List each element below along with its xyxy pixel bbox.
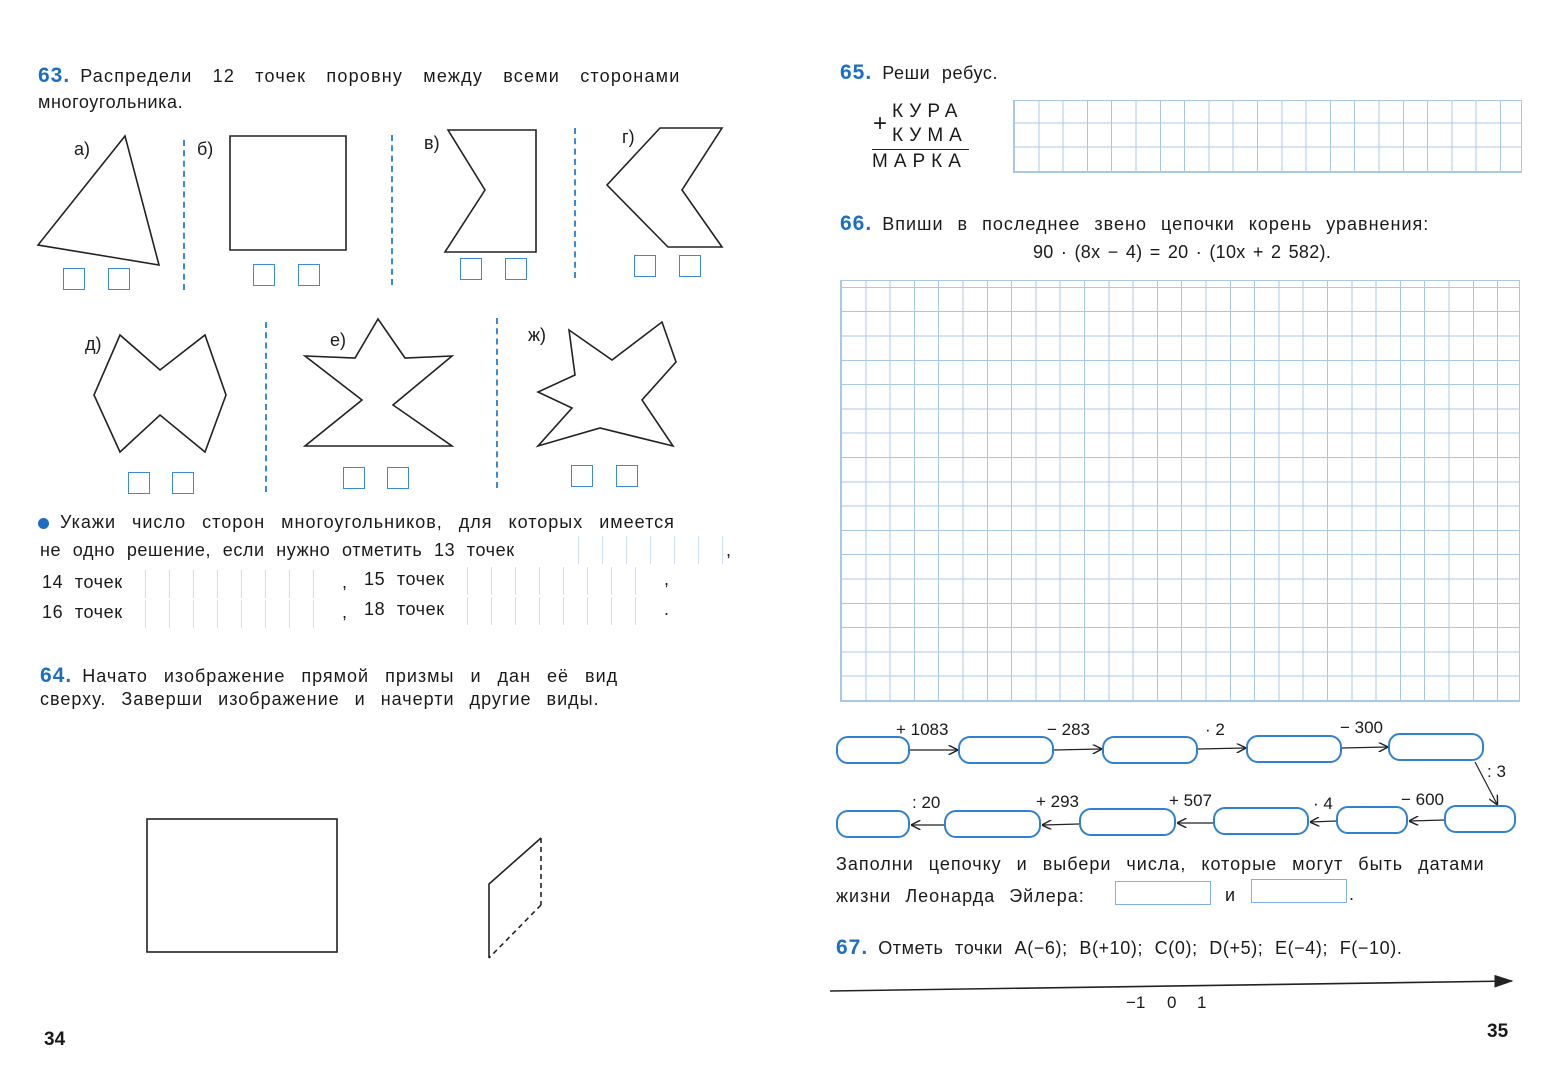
rebus-line2: КУМА bbox=[892, 125, 968, 146]
task66-header bbox=[840, 212, 1429, 236]
axis-line bbox=[830, 981, 1512, 991]
answer-box[interactable] bbox=[108, 268, 130, 290]
task66-text: Впиши в последнее звено цепочки корень уравнения: bbox=[882, 214, 1430, 234]
label-g: г) bbox=[622, 127, 635, 147]
answer-box[interactable] bbox=[172, 472, 194, 494]
rebus-line1: КУРА bbox=[892, 101, 964, 122]
euler-death-year-box[interactable] bbox=[1251, 879, 1347, 903]
answer-box[interactable] bbox=[343, 467, 365, 489]
op-div-3: : 3 bbox=[1487, 762, 1506, 781]
label-18-points: 18 точек bbox=[364, 599, 445, 619]
task63-question-line1: Укажи число сторон многоугольников, для которых имеется bbox=[60, 512, 675, 532]
square-b bbox=[230, 136, 346, 250]
label-16-points: 16 точек bbox=[42, 602, 123, 622]
task63-number: 63. bbox=[38, 64, 71, 87]
polygon-zh bbox=[538, 322, 676, 446]
label-15-points: 15 точек bbox=[364, 569, 445, 589]
polygon-e bbox=[305, 319, 452, 446]
triangle-a bbox=[38, 136, 159, 265]
comma: , bbox=[342, 602, 348, 622]
answer-box[interactable] bbox=[616, 465, 638, 487]
op-div-20: : 20 bbox=[912, 793, 941, 812]
task66-fill-line1: Заполни цепочку и выбери числа, которые могут быть датами bbox=[836, 854, 1485, 874]
answer-box[interactable] bbox=[679, 255, 701, 277]
task67-text: Отметь точки A(−6); B(+10); C(0); D(+5); E(−4); F(−10). bbox=[878, 938, 1403, 958]
comma: , bbox=[342, 572, 348, 592]
answer-box[interactable] bbox=[128, 472, 150, 494]
answer-cells-15[interactable] bbox=[467, 567, 659, 595]
answer-box[interactable] bbox=[63, 268, 85, 290]
plus-sign: + bbox=[873, 110, 888, 137]
answer-box[interactable] bbox=[634, 255, 656, 277]
task67-number: 67. bbox=[836, 936, 869, 959]
label-e: е) bbox=[330, 330, 347, 350]
number-line[interactable] bbox=[820, 970, 1540, 1020]
label-zh: ж) bbox=[528, 325, 547, 345]
answer-cells-14[interactable] bbox=[145, 570, 337, 598]
arrow-right-icon bbox=[1054, 749, 1101, 750]
task66-number: 66. bbox=[840, 212, 873, 235]
op-sub-283: − 283 bbox=[1047, 720, 1091, 739]
polygon-d bbox=[94, 335, 226, 452]
label-a: а) bbox=[74, 139, 91, 159]
task64-number: 64. bbox=[40, 664, 73, 687]
label-d: д) bbox=[85, 334, 102, 354]
axis-label-zero: 0 bbox=[1167, 993, 1177, 1012]
task65-header bbox=[840, 61, 998, 85]
arrow-left-icon bbox=[1410, 820, 1444, 821]
answer-cells-13[interactable] bbox=[578, 536, 723, 564]
task64-header bbox=[40, 664, 618, 688]
arrow-right-icon bbox=[1198, 748, 1245, 749]
period: . bbox=[664, 599, 670, 619]
task64-text-line1: Начато изображение прямой призмы и дан её вид bbox=[82, 666, 619, 686]
answer-box[interactable] bbox=[460, 258, 482, 280]
op-sub-300: − 300 bbox=[1340, 718, 1384, 737]
answer-box[interactable] bbox=[505, 258, 527, 280]
comma: , bbox=[726, 540, 732, 560]
rebus-grid[interactable] bbox=[1013, 100, 1522, 173]
task64-text-line2: сверху. Заверши изображение и начерти другие виды. bbox=[40, 689, 600, 709]
period: . bbox=[1349, 884, 1355, 904]
arrow-left-icon bbox=[1311, 821, 1336, 822]
op-mul-4: · 4 bbox=[1313, 794, 1333, 813]
answer-box[interactable] bbox=[571, 465, 593, 487]
polygon-g bbox=[607, 128, 722, 247]
label-v: в) bbox=[424, 133, 440, 153]
task66-equation: 90 · (8x − 4) = 20 · (10x + 2 582). bbox=[1033, 242, 1332, 262]
answer-box[interactable] bbox=[298, 264, 320, 286]
op-mul-2: · 2 bbox=[1205, 720, 1225, 739]
task67-header bbox=[836, 936, 1402, 960]
work-grid[interactable] bbox=[840, 280, 1520, 702]
euler-birth-year-box[interactable] bbox=[1115, 881, 1211, 905]
op-add-507: + 507 bbox=[1169, 791, 1213, 810]
op-add-1083: + 1083 bbox=[896, 720, 949, 739]
op-sub-600: − 600 bbox=[1401, 790, 1445, 809]
prism-top-view bbox=[147, 819, 337, 952]
task65-text: Реши ребус. bbox=[882, 63, 999, 83]
answer-cells-16[interactable] bbox=[145, 600, 337, 628]
op-add-293: + 293 bbox=[1036, 792, 1080, 811]
answer-cells-18[interactable] bbox=[467, 597, 659, 625]
answer-box[interactable] bbox=[387, 467, 409, 489]
task66-fill-line2: жизни Леонарда Эйлера: bbox=[836, 886, 1085, 906]
task65-number: 65. bbox=[840, 61, 873, 84]
axis-label-minus1: −1 bbox=[1126, 993, 1146, 1012]
axis-label-one: 1 bbox=[1197, 993, 1207, 1012]
prism-edge bbox=[489, 838, 541, 958]
rebus-sum-line bbox=[872, 149, 969, 150]
prism-hidden-edge bbox=[489, 905, 541, 958]
page-number-right: 35 bbox=[1487, 1021, 1509, 1042]
and-word: и bbox=[1225, 885, 1236, 905]
task63-question-line2: не одно решение, если нужно отметить 13 точек bbox=[40, 540, 515, 560]
task63-text-line2: многоугольника. bbox=[38, 92, 184, 112]
page-number-left: 34 bbox=[44, 1029, 66, 1050]
task63-text-line1: Распредели 12 точек поровну между всеми сторонами bbox=[80, 66, 681, 86]
answer-box[interactable] bbox=[253, 264, 275, 286]
arrow-right-icon bbox=[1342, 747, 1387, 748]
label-14-points: 14 точек bbox=[42, 572, 123, 592]
label-b: б) bbox=[197, 139, 214, 159]
rebus-line3: МАРКА bbox=[872, 151, 967, 172]
polygon-v bbox=[445, 130, 536, 252]
comma: , bbox=[664, 569, 670, 589]
arrow-left-icon bbox=[1043, 824, 1079, 825]
bullet-icon bbox=[38, 518, 49, 529]
